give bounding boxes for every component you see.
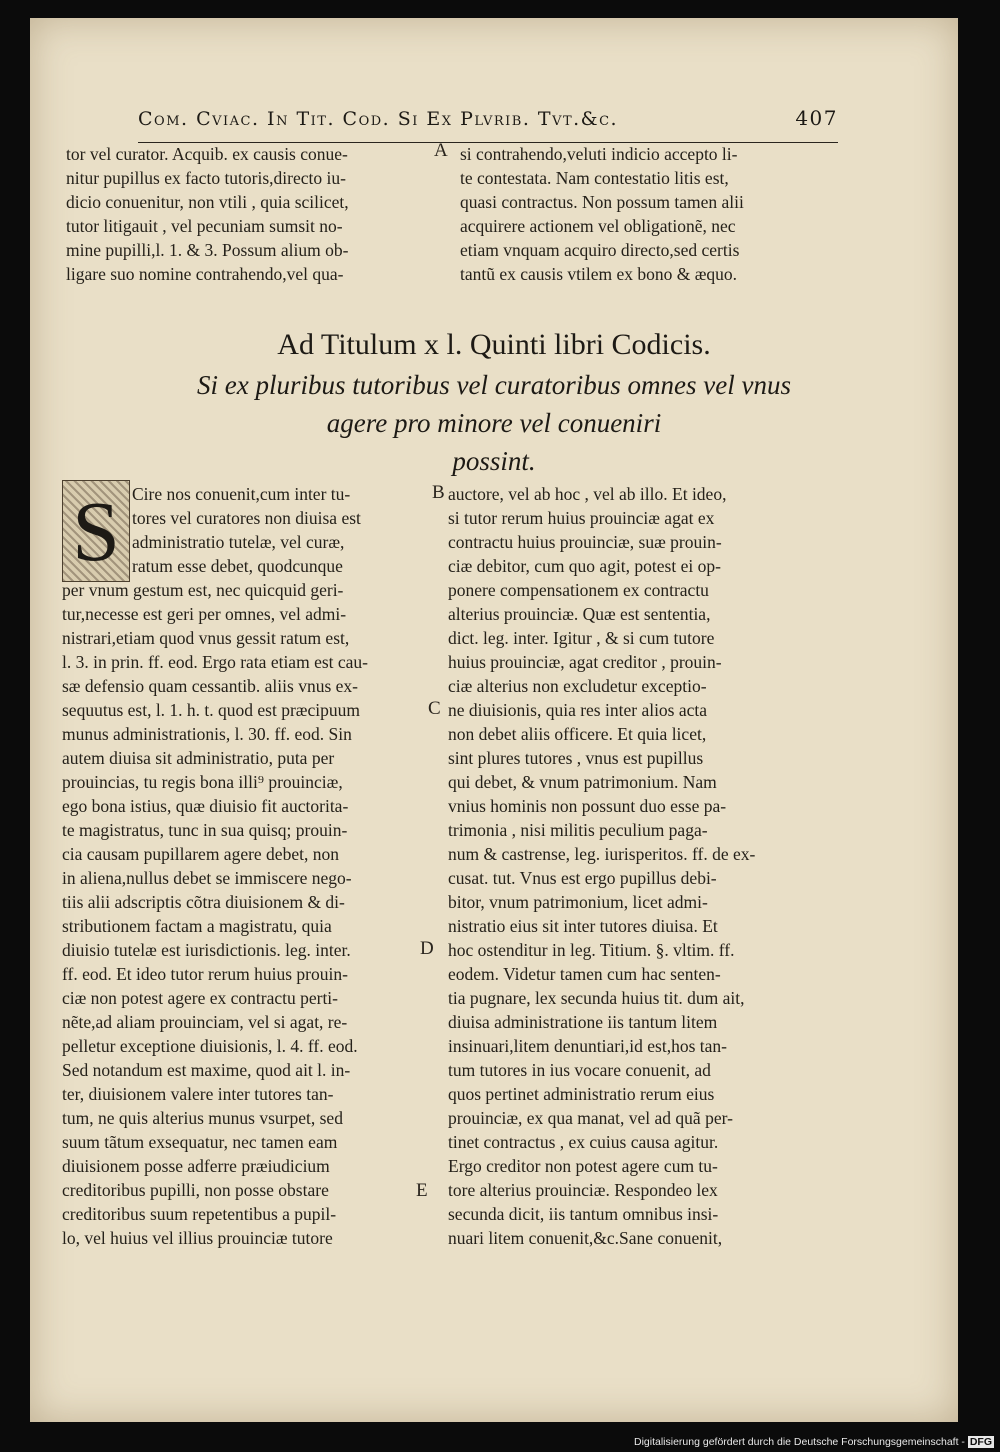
text-line: mine pupilli,l. 1. & 3. Possum alium ob- — [66, 240, 349, 260]
text-line: ciæ debitor, cum quo agit, potest ei op- — [448, 556, 721, 576]
text-line: dict. leg. inter. Igitur , & si cum tutore — [448, 628, 715, 648]
book-page — [30, 18, 958, 1422]
page-number: 407 — [795, 106, 838, 130]
text-line: auctore, vel ab hoc , vel ab illo. Et ideo, — [448, 484, 727, 504]
text-line: ter, diuisionem valere inter tutores tan- — [62, 1084, 334, 1104]
text-line: etiam vnquam acquiro directo,sed certis — [460, 240, 740, 260]
text-line: ligare suo nomine contrahendo,vel qua- — [66, 264, 344, 284]
text-line: bitor, vnum patrimonium, licet admi- — [448, 892, 708, 912]
text-line: hoc ostenditur in leg. Titium. §. vltim. ff. — [448, 940, 735, 960]
text-line: si contrahendo,veluti indicio accepto li- — [460, 144, 738, 164]
text-line: quasi contractus. Non possum tamen alii — [460, 192, 744, 212]
text-line: lo, vel huius vel illius prouinciæ tutore — [62, 1228, 333, 1248]
text-line: diuisa administratione iis tantum litem — [448, 1012, 718, 1032]
top-left-column — [66, 142, 446, 286]
text-line: diuisio tutelæ est iurisdictionis. leg. inter. — [62, 940, 351, 960]
subtitle-line-1: Si ex pluribus tutoribus vel curatoribus omnes vel vnus — [197, 370, 791, 400]
digitization-credit — [634, 1436, 994, 1448]
text-line: nistratio eius sit inter tutores diuisa. Et — [448, 916, 718, 936]
text-line: ciæ non potest agere ex contractu perti- — [62, 988, 339, 1008]
text-line: cusat. tut. Vnus est ergo pupillus debi- — [448, 868, 717, 888]
text-line: non debet aliis officere. Et quia licet, — [448, 724, 707, 744]
text-line: eodem. Videtur tamen cum hac senten- — [448, 964, 721, 984]
text-line: suum tãtum exsequatur, nec tamen eam — [62, 1132, 338, 1152]
margin-letter-a: A — [434, 140, 448, 161]
main-left-column — [62, 482, 434, 1250]
subtitle-line-3: possint. — [452, 446, 536, 476]
text-line: pelletur exceptione diuisionis, l. 4. ff. eod. — [62, 1036, 358, 1056]
text-line: huius prouinciæ, agat creditor , prouin- — [448, 652, 722, 672]
text-line: tinet contractus , ex cuius causa agitur. — [448, 1132, 719, 1152]
text-line: munus administrationis, l. 30. ff. eod. Sin — [62, 724, 352, 744]
text-line: te contestata. Nam contestatio litis est, — [460, 168, 729, 188]
section-title: Ad Titulum x l. Quinti libri Codicis. — [277, 328, 711, 361]
text-line: acquirere actionem vel obligationẽ, nec — [460, 216, 736, 236]
top-right-column — [460, 142, 820, 286]
text-line: creditoribus suum repetentibus a pupil- — [62, 1204, 337, 1224]
text-line: sint plures tutores , vnus est pupillus — [448, 748, 704, 768]
text-line: Cire nos conuenit,cum inter tu- — [132, 484, 351, 504]
text-line: autem diuisa sit administratio, puta per — [62, 748, 335, 768]
margin-letter-e: E — [416, 1180, 428, 1201]
text-line: prouincias, tu regis bona illi⁹ prouinciæ, — [62, 772, 343, 792]
margin-letter-d: D — [420, 938, 434, 959]
margin-letter-b: B — [432, 482, 445, 503]
text-line: diuisionem posse adferre præiudicium — [62, 1156, 330, 1176]
subtitle-line-2: agere pro minore vel conueniri — [326, 408, 662, 438]
text-line: ratum esse debet, quodcunque — [132, 556, 343, 576]
text-line: ponere compensationem ex contractu — [448, 580, 709, 600]
text-line: tantũ ex causis vtilem ex bono & æquo. — [460, 264, 738, 284]
text-line: stributionem factam a magistratu, quia — [62, 916, 332, 936]
text-line: num & castrense, leg. iurisperitos. ff. de ex- — [448, 844, 756, 864]
text-line: creditoribus pupilli, non posse obstare — [62, 1180, 329, 1200]
text-line: sæ defensio quam cessantib. aliis vnus ex- — [62, 676, 358, 696]
text-line: administratio tutelæ, vel curæ, — [132, 532, 345, 552]
text-line: tia pugnare, lex secunda huius tit. dum ait, — [448, 988, 745, 1008]
text-line: dicio conuenitur, non vtili , quia scilicet, — [66, 192, 349, 212]
text-line: tiis alii adscriptis cõtra diuisionem & di- — [62, 892, 345, 912]
text-line: tore alterius prouinciæ. Respondeo lex — [448, 1180, 718, 1200]
running-title: Com. Cviac. In Tit. Cod. Si Ex Plvrib. Tvt.&c. — [138, 108, 619, 130]
text-line: si tutor rerum huius prouinciæ agat ex — [448, 508, 715, 528]
text-line: prouinciæ, ex qua manat, vel ad quã per- — [448, 1108, 733, 1128]
text-line: tum tutores in ius vocare conuenit, ad — [448, 1060, 711, 1080]
text-line: secunda dicit, iis tantum omnibus insi- — [448, 1204, 719, 1224]
text-line: nẽte,ad aliam prouinciam, vel si agat, re- — [62, 1012, 348, 1032]
text-line: tor vel curator. Acquib. ex causis conue- — [66, 144, 348, 164]
text-line: ff. eod. Et ideo tutor rerum huius prouin- — [62, 964, 348, 984]
text-line: trimonia , nisi militis peculium paga- — [448, 820, 708, 840]
running-header — [138, 102, 838, 143]
text-line: contractu huius prouinciæ, suæ prouin- — [448, 532, 722, 552]
text-line: nuari litem conuenit,&c.Sane conuenit, — [448, 1228, 723, 1248]
text-line: tores vel curatores non diuisa est — [132, 508, 361, 528]
text-line: l. 3. in prin. ff. eod. Ergo rata etiam est cau- — [62, 652, 368, 672]
main-right-column — [448, 482, 828, 1250]
margin-letter-c: C — [428, 698, 441, 719]
text-line: ciæ alterius non excludetur exceptio- — [448, 676, 707, 696]
text-line: sequutus est, l. 1. h. t. quod est præcipuum — [62, 700, 360, 720]
text-line: te magistratus, tunc in sua quisq; prouin- — [62, 820, 348, 840]
text-line: nistrari,etiam quod vnus gessit ratum est, — [62, 628, 350, 648]
dfg-logo: DFG — [969, 1436, 992, 1448]
text-line: quos pertinet administratio rerum eius — [448, 1084, 715, 1104]
text-line: cia causam pupillarem agere debet, non — [62, 844, 339, 864]
text-line: tur,necesse est geri per omnes, vel admi- — [62, 604, 347, 624]
text-line: Sed notandum est maxime, quod ait l. in- — [62, 1060, 351, 1080]
text-line: qui debet, & vnum patrimonium. Nam — [448, 772, 717, 792]
text-line: ego bona istius, quæ diuisio fit auctorita- — [62, 796, 349, 816]
text-line: Ergo creditor non potest agere cum tu- — [448, 1156, 718, 1176]
text-line: insinuari,litem denuntiari,id est,hos tan- — [448, 1036, 727, 1056]
text-line: tum, ne quis alterius munus vsurpet, sed — [62, 1108, 343, 1128]
text-line: nitur pupillus ex facto tutoris,directo iu- — [66, 168, 346, 188]
text-line: in aliena,nullus debet se immiscere nego- — [62, 868, 352, 888]
text-line: alterius prouinciæ. Quæ est sententia, — [448, 604, 711, 624]
text-line: tutor litigauit , vel pecuniam sumsit no- — [66, 216, 343, 236]
text-line: vnius hominis non possunt duo esse pa- — [448, 796, 727, 816]
initial-letter: S — [72, 483, 120, 579]
text-line: per vnum gestum est, nec quicquid geri- — [62, 580, 344, 600]
credit-text: Digitalisierung gefördert durch die Deutsche Forschungsgemeinschaft - — [633, 1436, 965, 1448]
text-line: ne diuisionis, quia res inter alios acta — [448, 700, 708, 720]
